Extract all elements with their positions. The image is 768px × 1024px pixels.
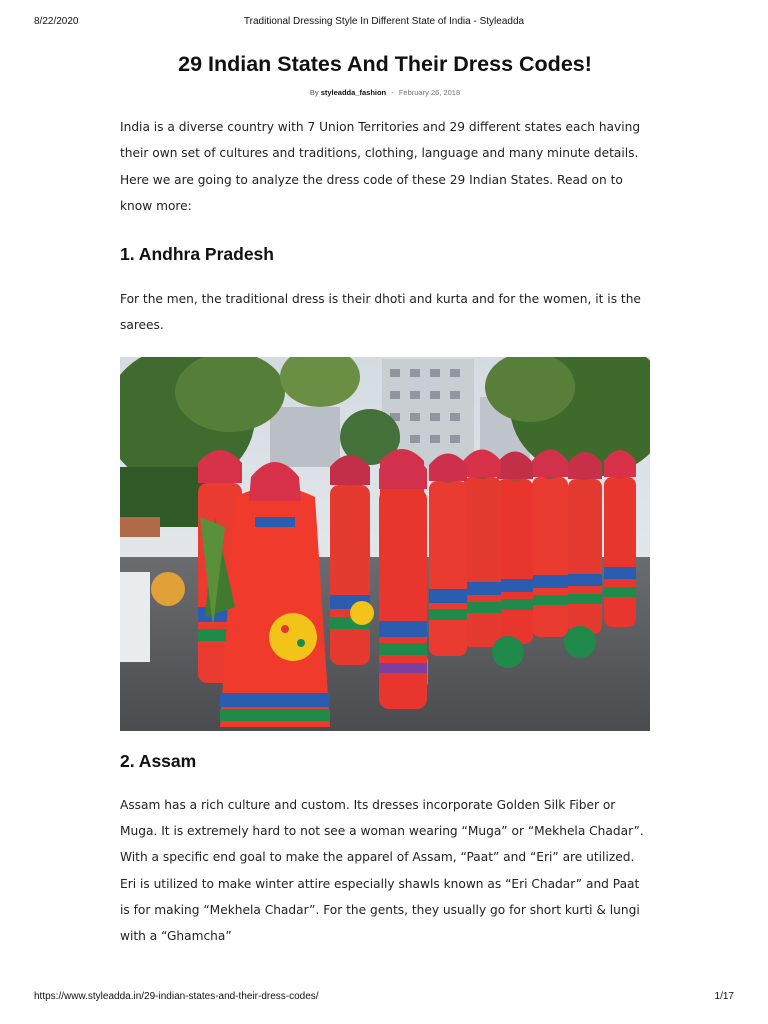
publish-date: February 26, 2018 [398,88,461,97]
article-meta [120,88,650,98]
page-number: 1/17 [714,991,734,1002]
article-title: 29 Indian States And Their Dress Codes! [178,52,592,76]
print-page-title: Traditional Dressing Style In Different State of India - Styleadda [243,16,525,27]
andhra-pradesh-photo [120,357,650,731]
section-body-assam: Assam has a rich culture and custom. Its dresses incorporate Golden Silk Fiber or Muga. It is extremely hard to not see a woman wearing “Muga” or “Mekhela Chadar”. With a specific end goal to make the apparel of Assam, “Paat” and “Eri” are utilized. Eri is utilized to make winter attire especially shawls known as “Eri Chadar” and Paat is for making “Mekhela Chadar”. For the gents, they usually go for short kurti & lungi with a “Ghamcha” [120,797,644,944]
article [120,50,650,950]
section-heading-andhra-pradesh: 1. Andhra Pradesh [120,244,274,265]
intro-paragraph: India is a diverse country with 7 Union Territories and 29 different states each having their own set of cultures and traditions, clothing, language and many minute details. Here we are going to analyze the dress code of these 29 Indian States. Read on to know more: [120,120,641,213]
section-heading-assam: 2. Assam [120,750,197,771]
photo-illustration [120,357,650,731]
byline-separator: - [391,88,394,97]
print-date: 8/22/2020 [34,16,79,27]
section-body-andhra-pradesh: For the men, the traditional dress is their dhoti and kurta and for the women, it is the sarees. [120,292,641,333]
print-header [34,16,734,30]
print-url: https://www.styleadda.in/29-indian-states-and-their-dress-codes/ [34,991,319,1002]
author-link[interactable]: styleadda_fashion [320,88,387,97]
byline-prefix: By [309,88,319,97]
print-footer [34,991,734,1005]
